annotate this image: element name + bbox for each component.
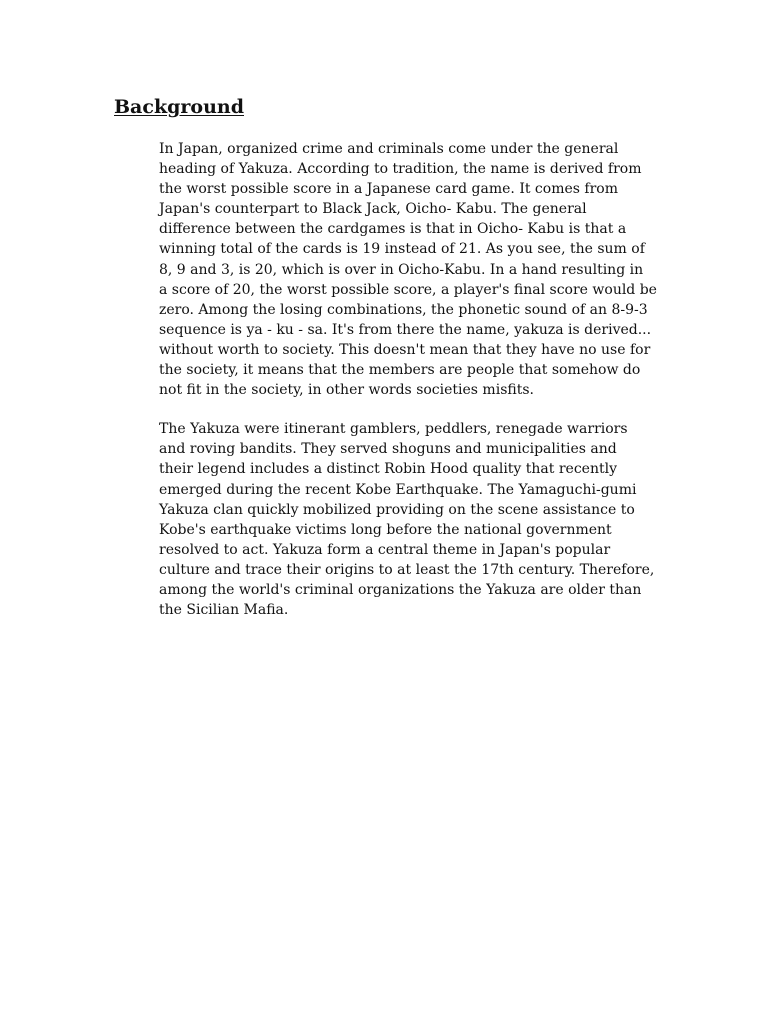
text-line: sequence is ya - ku - sa. It's from there the name, yakuza is derived... bbox=[159, 321, 652, 338]
text-line: Yakuza clan quickly mobilized providing on the scene assistance to bbox=[159, 501, 635, 518]
text-line: the worst possible score in a Japanese card game. It comes from bbox=[159, 181, 618, 198]
text-line: without worth to society. This doesn't mean that they have no use for bbox=[159, 341, 651, 358]
paragraph-1 bbox=[159, 139, 657, 400]
text-line: and roving bandits. They served shoguns and municipalities and bbox=[159, 441, 617, 458]
body-text bbox=[159, 139, 657, 620]
text-line: 8, 9 and 3, is 20, which is over in Oicho-Kabu. In a hand resulting in bbox=[159, 261, 644, 278]
text-line: heading of Yakuza. According to tradition, the name is derived from bbox=[159, 161, 642, 178]
text-line: winning total of the cards is 19 instead of 21. As you see, the sum of bbox=[159, 241, 645, 258]
text-line: the Sicilian Mafia. bbox=[159, 602, 289, 619]
text-line: the society, it means that the members are people that somehow do bbox=[159, 362, 641, 379]
text-line: difference between the cardgames is that in Oicho- Kabu is that a bbox=[159, 221, 627, 238]
text-line: Japan's counterpart to Black Jack, Oicho- Kabu. The general bbox=[159, 201, 587, 218]
text-line: a score of 20, the worst possible score, a player's final score would be bbox=[159, 281, 657, 298]
text-line: In Japan, organized crime and criminals come under the general bbox=[159, 141, 619, 157]
text-line: Kobe's earthquake victims long before the national government bbox=[159, 521, 612, 538]
text-line: zero. Among the losing combinations, the phonetic sound of an 8-9-3 bbox=[159, 301, 648, 318]
text-line: their legend includes a distinct Robin Hood quality that recently bbox=[159, 461, 617, 478]
text-line: among the world's criminal organizations the Yakuza are older than bbox=[159, 581, 642, 598]
text-line: not fit in the society, in other words societies misfits. bbox=[159, 382, 534, 399]
text-line: emerged during the recent Kobe Earthquake. The Yamaguchi-gumi bbox=[159, 481, 637, 498]
section-heading: Background bbox=[114, 96, 244, 118]
paragraph-2 bbox=[159, 419, 655, 620]
text-line: resolved to act. Yakuza form a central theme in Japan's popular bbox=[159, 541, 611, 558]
text-line: culture and trace their origins to at least the 17th century. Therefore, bbox=[159, 561, 655, 578]
text-line: The Yakuza were itinerant gamblers, peddlers, renegade warriors bbox=[159, 421, 628, 438]
